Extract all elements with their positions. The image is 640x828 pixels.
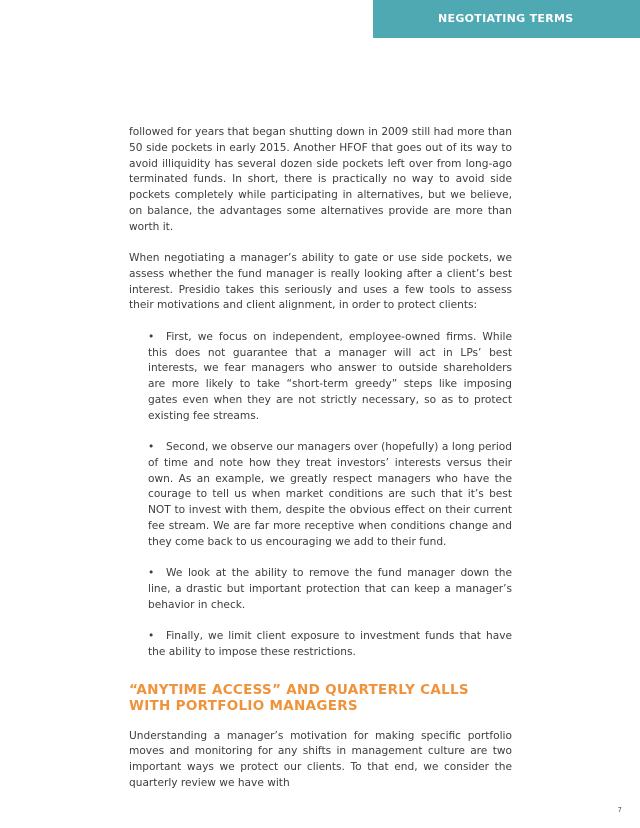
bullet-item-1 bbox=[148, 330, 512, 425]
section-header-tab bbox=[373, 0, 640, 38]
bullet-icon: • bbox=[148, 441, 155, 454]
bullet-icon: • bbox=[148, 567, 155, 580]
bullet-item-2 bbox=[148, 440, 512, 551]
section-paragraph: Understanding a manager’s motivation for making specific portfolio moves and monitoring for any shifts in management culture are two important ways we protect our clients. To that end, we consider the quarterly review we have with bbox=[129, 729, 512, 789]
page-body bbox=[129, 125, 512, 792]
page-number: 7 bbox=[617, 806, 622, 814]
bullet-text-2: Second, we observe our managers over (hopefully) a long period of time and note how they treat investors’ interests versus their own. As an example, we greatly respect managers who have the courage to tell us when market conditions are such that it’s best NOT to invest with them, despite the obvious effect on their current fee stream. We are far more receptive when conditions change and they come back to us encouraging we add to their fund. bbox=[148, 441, 512, 548]
bullet-text-3: We look at the ability to remove the fund manager down the line, a drastic but important protection that can keep a manager’s behavior in check. bbox=[148, 567, 512, 611]
section-header-label: NEGOTIATING TERMS bbox=[438, 12, 574, 25]
bullet-item-3 bbox=[148, 566, 512, 613]
body-paragraph-2: When negotiating a manager’s ability to gate or use side pockets, we assess whether the fund manager is really looking after a client’s best interest. Presidio takes this seriously and uses a few tools to assess their motivations and client alignment, in order to protect clients: bbox=[129, 252, 512, 312]
bullet-text-4: Finally, we limit client exposure to investment funds that have the ability to impose these restrictions. bbox=[148, 630, 512, 658]
bullet-list bbox=[129, 330, 512, 661]
bullet-text-1: First, we focus on independent, employee-owned firms. While this does not guarantee that a manager will act in LPs’ best interests, we fear managers who answer to outside shareholders are more likely to take “short-term greedy” steps like imposing gates even when they are not strictly necessary, so as to protect existing fee streams. bbox=[148, 330, 512, 422]
bullet-item-4 bbox=[148, 629, 512, 661]
body-paragraph-1: followed for years that began shutting down in 2009 still had more than 50 side pockets in early 2015. Another HFOF that goes out of its way to avoid illiquidity has several dozen side pockets left over from long-ago terminated funds. In short, there is practically no way to avoid side pockets completely while participating in alternatives, but we believe, on balance, the advantages some alternatives provide are more than worth it. bbox=[129, 126, 512, 233]
bullet-icon: • bbox=[148, 630, 155, 643]
section-heading: “ANYTIME ACCESS” AND QUARTERLY CALLS WITH PORTFOLIO MANAGERS bbox=[129, 681, 469, 714]
bullet-icon: • bbox=[148, 330, 155, 343]
